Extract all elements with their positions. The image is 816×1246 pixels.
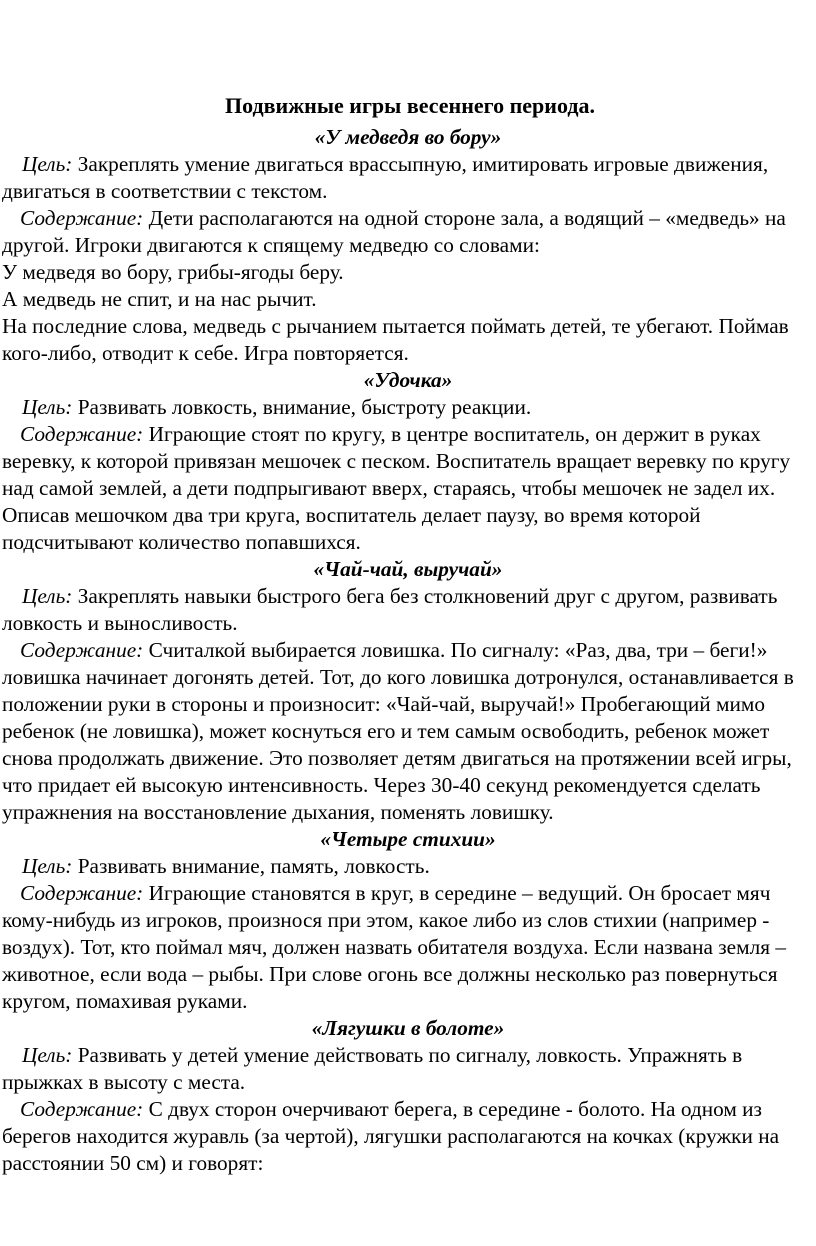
game-section-four-elements [2,826,814,1015]
game-content [2,1096,814,1177]
content-text: Играющие стоят по кругу, в центре воспитатель, он держит в руках веревку, к которой привязан мешочек с песком. Воспитатель вращает веревку по кругу над самой землей, а дети подпрыгивают вверх, стараясь, чтобы мешочек не задел их. Описав мешочком два три круга, воспитатель делает паузу, во время которой подсчитывают количество попавшихся. [2,422,791,554]
game-section-frogs [2,1015,814,1177]
content-label: Содержание: [20,881,144,905]
game-title: «Лягушки в болоте» [311,1016,505,1040]
game-title: «Удочка» [363,368,453,392]
game-title: «Четыре стихии» [320,827,496,851]
goal-label: Цель: [22,854,73,878]
game-goal [2,1042,814,1096]
goal-text: Развивать у детей умение действовать по сигналу, ловкость. Упражнять в прыжках в высоту с места. [2,1043,743,1094]
page-title: Подвижные игры весеннего периода. [225,93,595,118]
goal-text: Развивать внимание, память, ловкость. [72,854,430,878]
goal-text: Закреплять навыки быстрого бега без столкновений друг с другом, развивать ловкость и выносливость. [2,584,778,635]
game-title: «Чай-чай, выручай» [313,557,503,581]
game-title: «У медведя во бору» [314,125,502,149]
game-content [2,880,814,1015]
verse-line: А медведь не спит, и на нас рычит. [2,287,317,311]
content-label: Содержание: [20,422,144,446]
goal-label: Цель: [22,152,73,176]
goal-label: Цель: [22,584,73,608]
game-section-bear [2,124,814,367]
game-content [2,205,814,259]
game-goal [2,583,814,637]
game-goal [2,853,814,880]
document-page [0,88,816,1177]
goal-label: Цель: [22,1043,73,1067]
game-goal [2,151,814,205]
game-section-tea-tea [2,556,814,826]
game-extra: На последние слова, медведь с рычанием пытается поймать детей, те убегают. Поймав кого-либо, отводит к себе. Игра повторяется. [2,314,789,365]
content-label: Содержание: [20,638,144,662]
goal-text: Развивать ловкость, внимание, быстроту реакции. [72,395,532,419]
content-text: Считалкой выбирается ловишка. По сигналу: «Раз, два, три – беги!» ловишка начинает догонять детей. Тот, до кого ловишка дотронулся, останавливается в положении руки в стороны и произносит: «Чай-чай, выручай!» Пробегающий мимо ребенок (не ловишка), может коснуться его и тем самым освободить, ребенок может снова продолжать движение. Это позволяет детям двигаться на протяжении всей игры, что придает ей высокую интенсивность. Через 30-40 секунд рекомендуется сделать упражнения на восстановление дыхания, поменять ловишку. [2,638,794,824]
content-text: С двух сторон очерчивают берега, в середине - болото. На одном из берегов находится журавль (за чертой), лягушки располагаются на кочках (кружки на расстоянии 50 см) и говорят: [2,1097,780,1175]
content-text: Играющие становятся в круг, в середине – ведущий. Он бросает мяч кому-нибудь из игроков, произнося при этом, какое либо из слов стихии (например - воздух). Тот, кто поймал мяч, должен назвать обитателя воздуха. Если названа земля – животное, если вода – рыбы. При слове огонь все должны несколько раз повернуться кругом, помахивая руками. [2,881,786,1013]
game-goal [2,394,814,421]
goal-label: Цель: [22,395,73,419]
goal-text: Закреплять умение двигаться врассыпную, имитировать игровые движения, двигаться в соответствии с текстом. [2,152,769,203]
game-content [2,421,814,556]
content-label: Содержание: [20,206,144,230]
game-section-fishing-rod [2,367,814,556]
content-text: Дети располагаются на одной стороне зала, а водящий – «медведь» на другой. Игроки двигаются к спящему медведю со словами: [2,206,786,257]
game-content [2,637,814,826]
verse-line: У медведя во бору, грибы-ягоды беру. [2,260,344,284]
content-label: Содержание: [20,1097,144,1121]
